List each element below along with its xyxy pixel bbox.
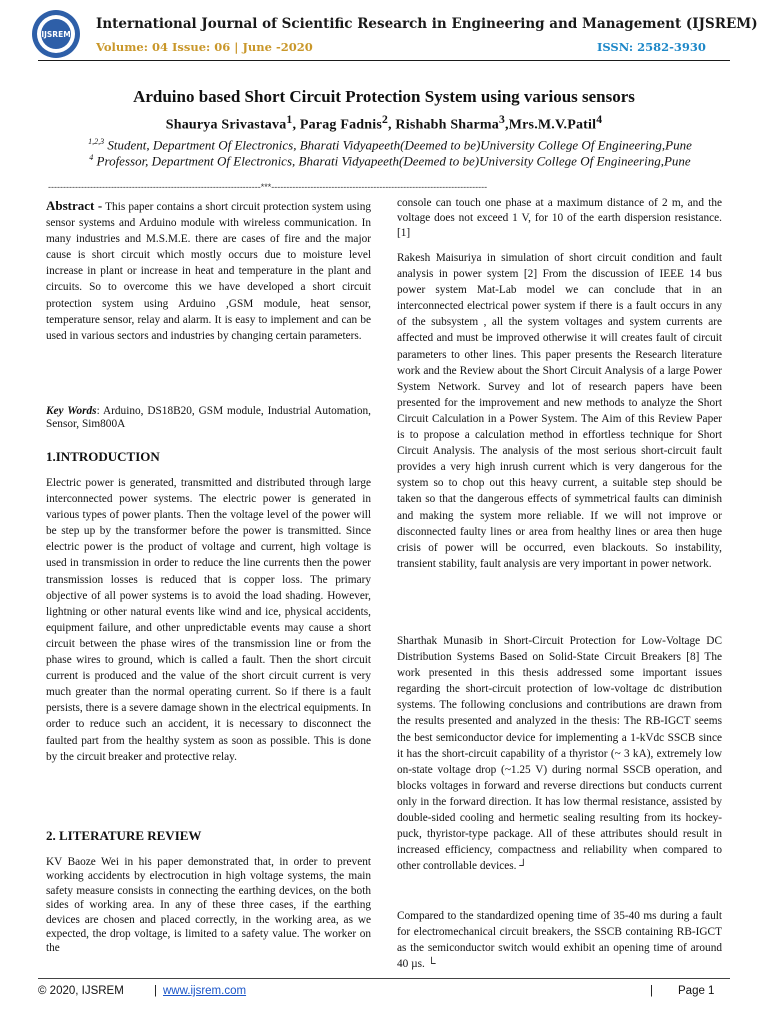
journal-logo [30, 8, 82, 60]
footer-separator: | [154, 985, 157, 997]
literature-review-text: KV Baoze Wei in his paper demonstrated that, in order to prevent working accidents by electrocution in high voltage systems, the main safety measure consists in connecting the earthing devices, on the both sides of working area. In any of these three cases, if the earthing devices are chosen and placed correctly, in the working area, as we expected, the drop voltage, is limited to a safety value. The worker on the [46, 856, 371, 955]
literature-review-body [46, 855, 371, 956]
literature-review-heading: 2. LITERATURE REVIEW [46, 828, 202, 843]
affiliation-1-sup: 1,2,3 [88, 137, 105, 146]
author-1-sup: 1 [286, 113, 293, 126]
keywords-label: Key Words [46, 405, 97, 417]
abstract-text: This paper contains a short circuit protection system using sensor systems and Arduino module with wireless communication. In many industries and M.S.M.E. there are cases of fire and the major cause is short circuit which mostly occurs due to moisture level increase in plant or increase in heat and temperature in the plant and circuits. So to overcome this we have developed a short circuit protection system using Arduino ,GSM module, heat sensor, temperature sensor, relay and alarm. It is easy to implement and can be used in various sectors and industries by changing certain parameters. [46, 201, 371, 342]
abstract-label: Abstract - [46, 198, 103, 213]
affiliation-professor [40, 153, 740, 169]
right-para-4-text: Compared to the standardized opening time of 35-40 ms during a fault for electromechanical circuit breakers, the SSCB containing RB-IGCT as the semiconductor switch would exhibit an opening time of around 40 µs. └ [397, 910, 722, 971]
author-4: ,Mrs.M.V.Patil [505, 117, 597, 133]
right-para-1-text: console can touch one phase at a maximum distance of 2 m, and the voltage does not exceed 1 V, for 10 of the earth dispersion resistance.[1] [397, 197, 722, 239]
affiliation-1-text: Student, Department Of Electronics, Bharati Vidyapeeth(Deemed to be)University College Of Engineering,Pune [104, 137, 692, 153]
introduction-body [46, 475, 371, 765]
journal-website-link[interactable]: www.ijsrem.com [163, 985, 247, 997]
footer-copyright: © 2020, IJSREM [38, 985, 124, 997]
left-column [46, 198, 371, 344]
abstract-paragraph [46, 198, 371, 344]
introduction-text: Electric power is generated, transmitted and distributed through large interconnected power systems. The electric power is generated in various types of power plants. Then the voltage level of the power will be step up by the transformer before the power is transmitted. Since electric power is the product of voltage and current, high voltage is used in transmission in order to reduce the line currents then the power transmission losses is reduced that is copper loss. The primary objective of all power systems is to avoid the load shading. However, lightning or other natural events like wind and ice, physical accidents, equipment failure, and other unpredictable events may cause a short circuit between the phase wires of the transmission line or from the phase wires to ground, which is called a fault. Then the short circuit current is produced and the value of the short circuit current is very much greater than the normal operating current. So if there is a fault persists, there is a severe damage shown in the electrical equipments. In order to reduce such an accident, it is necessary to disconnect the faulted part from the healthy system as soon as possible. This is done by the circuit breaker and protective relay. [46, 477, 371, 763]
section-separator: -----------------------------------------------------------------------***------------------------------------------------------------------------ [48, 182, 488, 192]
affiliation-2-text: Professor, Department Of Electronics, Bharati Vidyapeeth(Deemed to be)University College Of Engineering,Pune [93, 153, 691, 169]
footer-separator-2: | [650, 985, 653, 997]
affiliation-2-sup: 4 [89, 153, 94, 162]
author-3-sup: 3 [498, 113, 506, 126]
author-list [0, 113, 768, 134]
footer-divider [38, 978, 730, 979]
right-para-3 [397, 633, 722, 874]
author-3: , Rishabh Sharma [388, 117, 499, 133]
issn: ISSN: 2582-3930 [597, 40, 706, 54]
right-para-2 [397, 250, 722, 572]
right-para-3-text: Sharthak Munasib in Short-Circuit Protection for Low-Voltage DC Distribution Systems Based on Solid-State Circuit Breakers [8] The work presented in this thesis addressed some important issues regarding the short-circuit protection of low-voltage dc distribution systems. The following conclusions and contributions are drawn from the results presented and analyzed in the thesis: The RB-IGCT seems the best semiconductor device for implementing a 1-kVdc SSCB since it has the short-circuit capability of a thyristor (~ 3 kA), extremely low on-state voltage drop (~1.25 V) during normal SSCB operation, and blocks voltages in forward and reverse directions but conducts current only in the forward direction. It has low thermal resistance, assisted by double-sided cooling and hermetic sealing resulting from its hockey-puck, thyristor-type package. All of these attributes should result in increased efficiency, compactness and reliability when compared to other controllable devices. ┘ [397, 635, 722, 873]
keywords-paragraph [46, 405, 371, 431]
right-para-2-text: Rakesh Maisuriya in simulation of short circuit condition and fault analysis in power system [2] From the discussion of IEEE 14 bus power system Mat-Lab model we can conclude that in an interconnected electrical power system if there is a fault occurs in any of the subsystem , all the system voltages and system currents are affected and must be improved otherwise it will creates fault of circuit parameters to other lines. This paper presents the Research literature work and the Review about the Short Circuit Analysis of a large Power System Network. Survey and lot of research papers have been presented for the improvement and new methods to analyze the Short Circuit Calculation in a Power System. The Aim of this Review Paper is to propose a calculation method in effortless technique for Short Circuit Analysis. The analysis of the most serious short-circuit fault provides a very high inrush current which is very dangerous for the system so to chop out this heavy current, a suitable step should be taken so that the dangerous effects of symmetrical faults can diminish and making the system more reliable. If we will not improve or disconnected faulty lines or area from healthy lines or area then huge crisis of power will be occurred, even blackouts. So instability, transient stability, fault analysis are very important in power network. [397, 252, 722, 570]
author-2-sup: 2 [381, 113, 389, 126]
affiliation-students [40, 137, 740, 153]
keywords-text: : Arduino, DS18B20, GSM module, Industrial Automation, Sensor, Sim800A [46, 405, 371, 430]
volume-issue: Volume: 04 Issue: 06 | June -2020 [96, 40, 313, 54]
header-divider [38, 60, 730, 61]
author-2: , Parag Fadnis [292, 117, 382, 133]
right-para-1 [397, 196, 722, 241]
keywords-block [46, 405, 371, 431]
journal-title: International Journal of Scientific Research in Engineering and Management (IJSREM) [96, 16, 758, 32]
author-4-sup: 4 [596, 113, 603, 126]
right-para-4 [397, 908, 722, 972]
author-1: Shaurya Srivastava [165, 117, 287, 133]
introduction-heading: 1.INTRODUCTION [46, 449, 160, 464]
logo-text: IJSREM [41, 30, 71, 39]
page-number: Page 1 [678, 985, 715, 997]
paper-title: Arduino based Short Circuit Protection System using various sensors [133, 87, 635, 106]
